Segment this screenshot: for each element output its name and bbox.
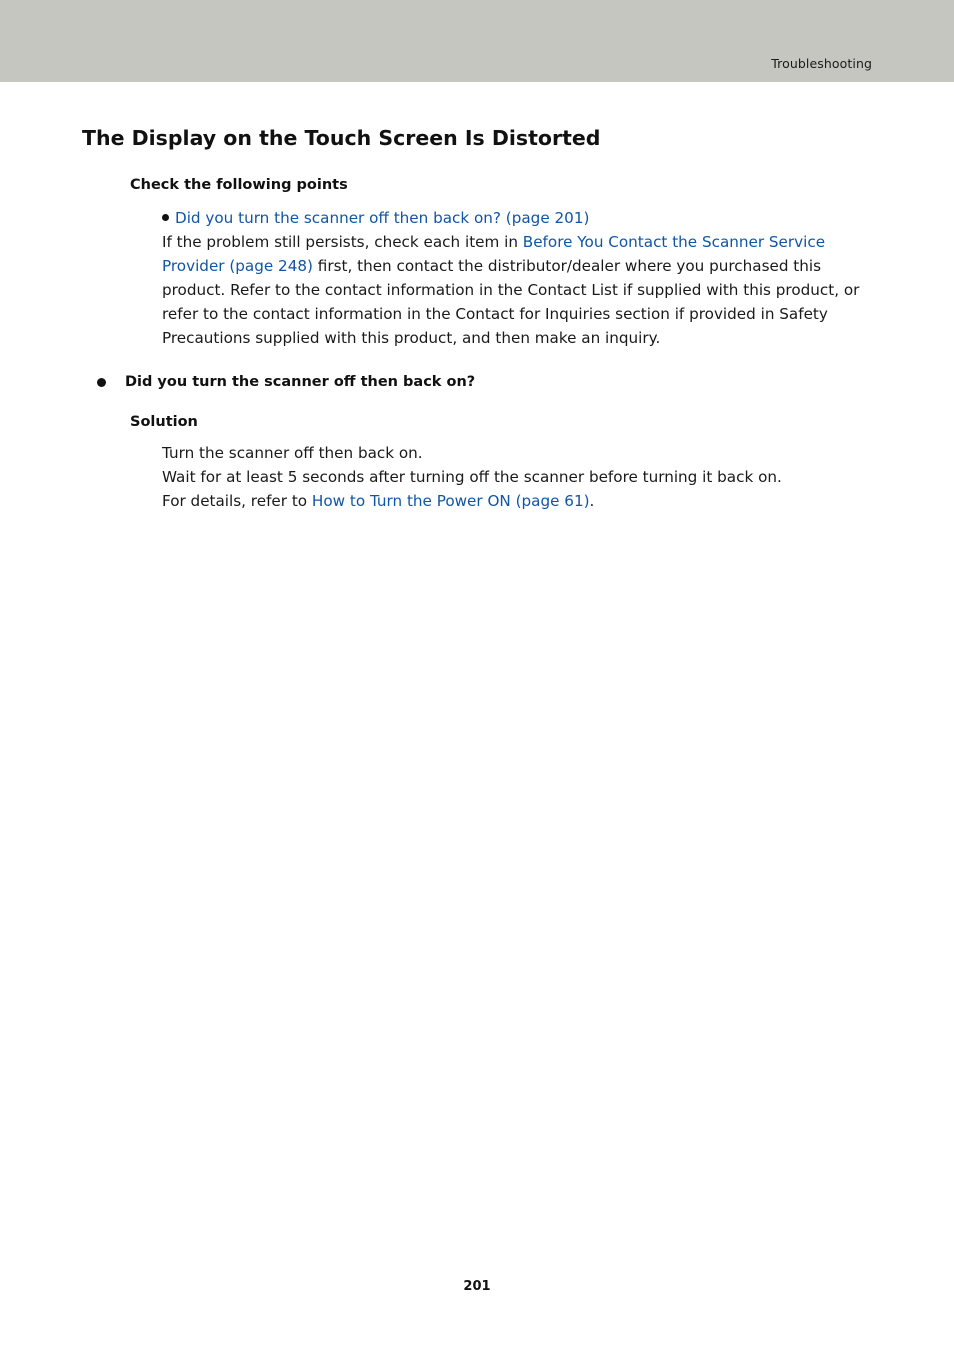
- persist-line-1: [162, 230, 825, 254]
- persist-line-4: refer to the contact information in the Contact for Inquiries section if provided in Safety: [162, 305, 828, 323]
- question-bullet-icon: [97, 378, 106, 387]
- page-number: 201: [463, 1279, 491, 1294]
- details-suffix: .: [589, 492, 595, 510]
- power-on-link[interactable]: How to Turn the Power ON (page 61): [311, 492, 590, 510]
- question-heading: Did you turn the scanner off then back on?: [125, 374, 476, 390]
- header-section-title: Troubleshooting: [771, 56, 872, 71]
- solution-heading: Solution: [130, 414, 198, 430]
- persist-prefix: If the problem still persists, check each item in: [162, 233, 523, 251]
- check-item-link[interactable]: Did you turn the scanner off then back on? (page 201): [175, 209, 590, 227]
- persist-line-5: Precautions supplied with this product, and then make an inquiry.: [162, 329, 661, 347]
- persist-line-2: [162, 254, 821, 278]
- persist-line-3: product. Refer to the contact information in the Contact List if supplied with this product, or: [162, 281, 860, 299]
- solution-line-2: Wait for at least 5 seconds after turning off the scanner before turning it back on.: [162, 468, 782, 486]
- before-contact-link[interactable]: Before You Contact the Scanner Service: [522, 233, 826, 251]
- check-item: [162, 206, 589, 230]
- check-points-heading: Check the following points: [130, 177, 348, 193]
- solution-line-3: [162, 489, 594, 513]
- solution-line-1: Turn the scanner off then back on.: [162, 444, 423, 462]
- persist-suffix: first, then contact the distributor/dealer where you purchased this: [312, 257, 822, 275]
- bullet-icon: [162, 214, 169, 221]
- details-prefix: For details, refer to: [162, 492, 312, 510]
- page-title: The Display on the Touch Screen Is Distorted: [82, 126, 601, 150]
- before-contact-link-cont[interactable]: Provider (page 248): [162, 257, 313, 275]
